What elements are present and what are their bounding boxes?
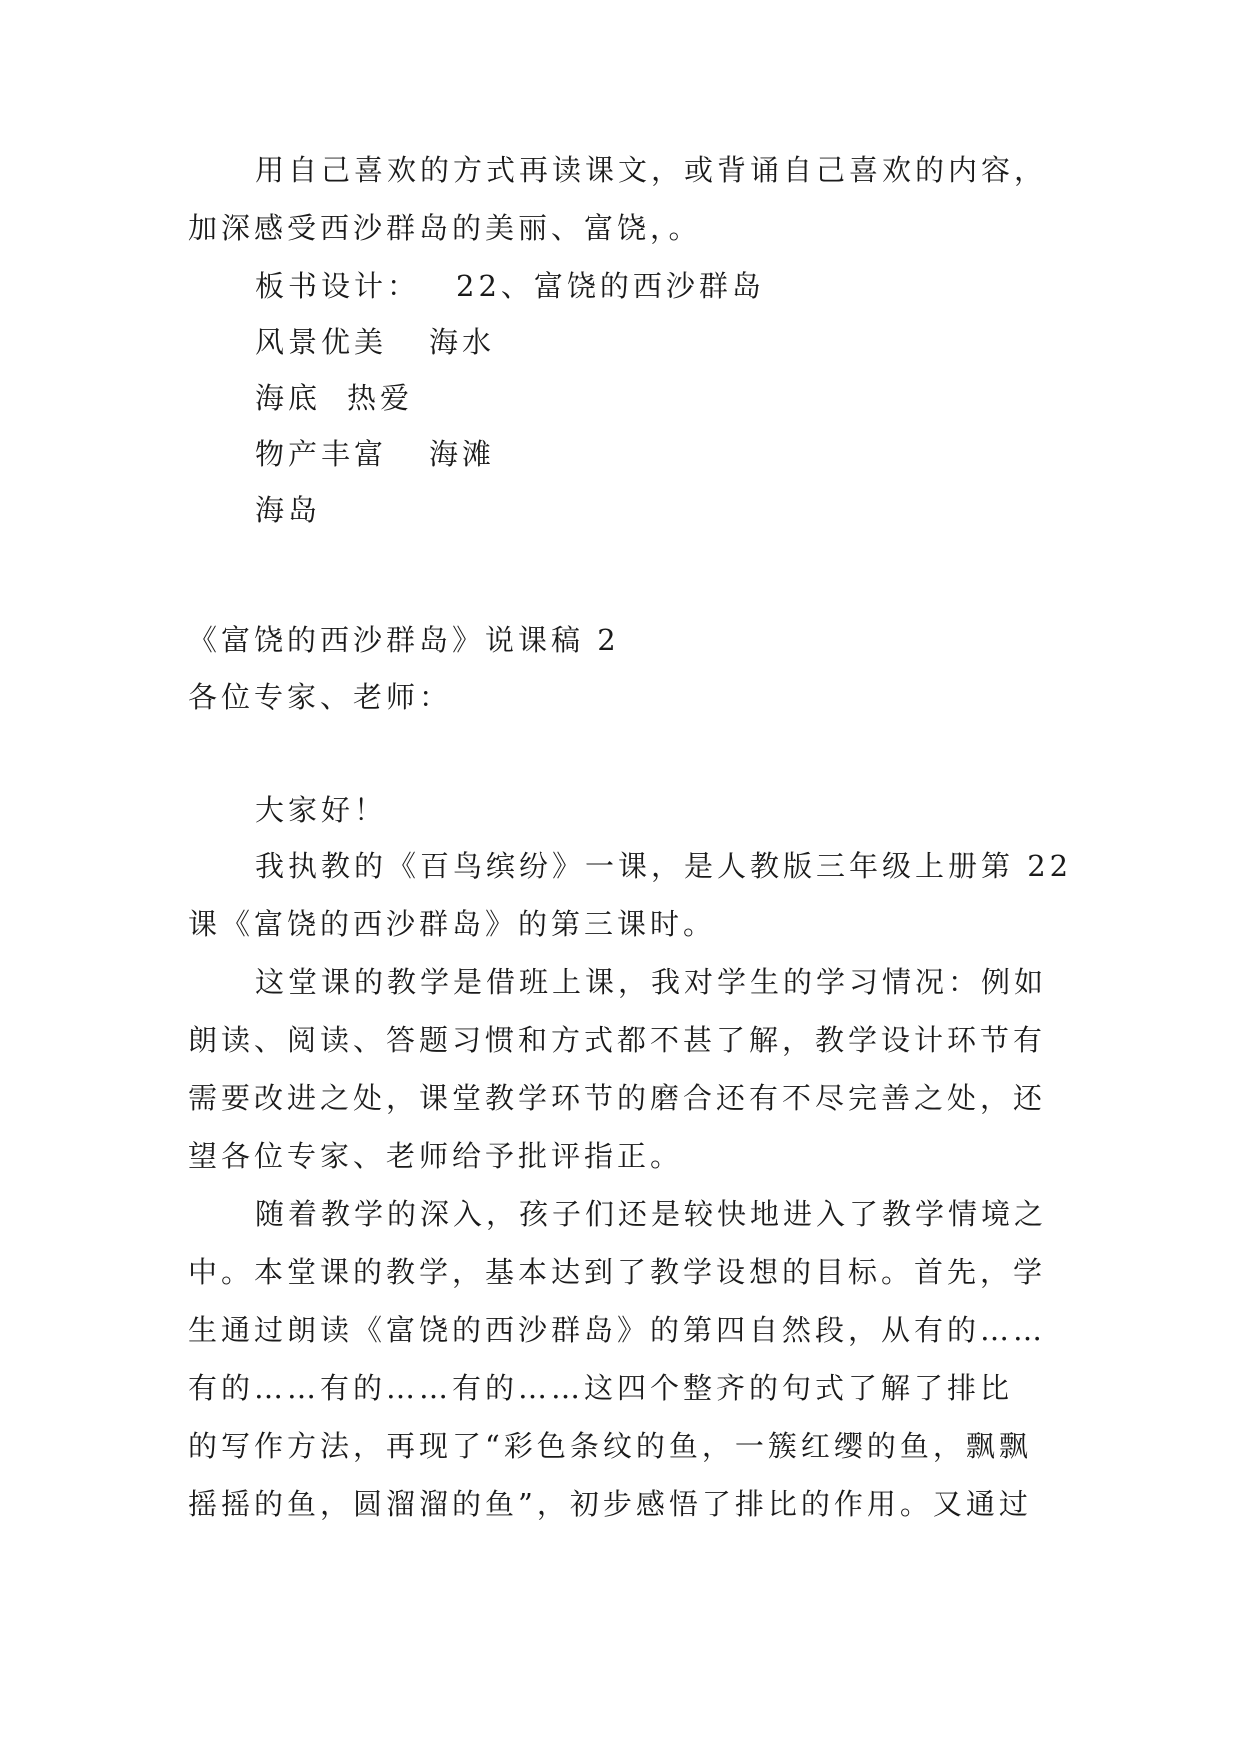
paragraph-line: 课《富饶的西沙群岛》的第三课时。 — [188, 907, 717, 941]
board-item: 海底 — [255, 381, 322, 415]
paragraph-line: 朗读、阅读、答题习惯和方式都不甚了解，教学设计环节有 — [188, 1023, 1047, 1057]
board-item: 热爱 — [347, 381, 414, 415]
paragraph-line: 随着教学的深入，孩子们还是较快地进入了教学情境之 — [255, 1197, 1048, 1231]
paragraph-line: 这堂课的教学是借班上课，我对学生的学习情况：例如 — [255, 965, 1048, 999]
board-item: 海水 — [429, 325, 496, 359]
paragraph-line: 生通过朗读《富饶的西沙群岛》的第四自然段，从有的…… — [188, 1313, 1047, 1347]
board-item: 风景优美 — [255, 325, 388, 359]
paragraph-line: 的写作方法，再现了“彩色条纹的鱼，一簇红缨的鱼，飘飘 — [188, 1429, 1032, 1463]
board-design-row — [255, 322, 495, 362]
salutation: 各位专家、老师： — [188, 680, 453, 714]
board-design-line — [255, 266, 765, 306]
board-design-row — [255, 434, 495, 474]
board-item: 海滩 — [429, 437, 496, 471]
paragraph-line: 加深感受西沙群岛的美丽、富饶，。 — [188, 211, 702, 245]
paragraph-line: 中。本堂课的教学，基本达到了教学设想的目标。首先，学 — [188, 1255, 1047, 1289]
paragraph-line: 用自己喜欢的方式再读课文，或背诵自己喜欢的内容， — [255, 153, 1048, 187]
board-design-row — [255, 378, 413, 418]
greeting: 大家好！ — [255, 793, 388, 827]
paragraph-line: 需要改进之处，课堂教学环节的磨合还有不尽完善之处，还 — [188, 1081, 1047, 1115]
board-item: 海岛 — [255, 493, 322, 527]
paragraph-line: 望各位专家、老师给予批评指正。 — [188, 1139, 684, 1173]
board-item: 物产丰富 — [255, 437, 388, 471]
paragraph-line: 有的……有的……有的……这四个整齐的句式了解了排比 — [188, 1371, 1014, 1405]
board-design-label: 板书设计： — [255, 269, 421, 303]
paragraph-line: 我执教的《百鸟缤纷》一课，是人教版三年级上册第 22 — [255, 849, 1073, 883]
section-title: 《富饶的西沙群岛》说课稿 2 — [188, 623, 620, 657]
board-design-row — [255, 490, 321, 530]
board-design-title: 22、富饶的西沙群岛 — [456, 269, 765, 303]
paragraph-line: 摇摇的鱼，圆溜溜的鱼”，初步感悟了排比的作用。又通过 — [188, 1487, 1032, 1521]
